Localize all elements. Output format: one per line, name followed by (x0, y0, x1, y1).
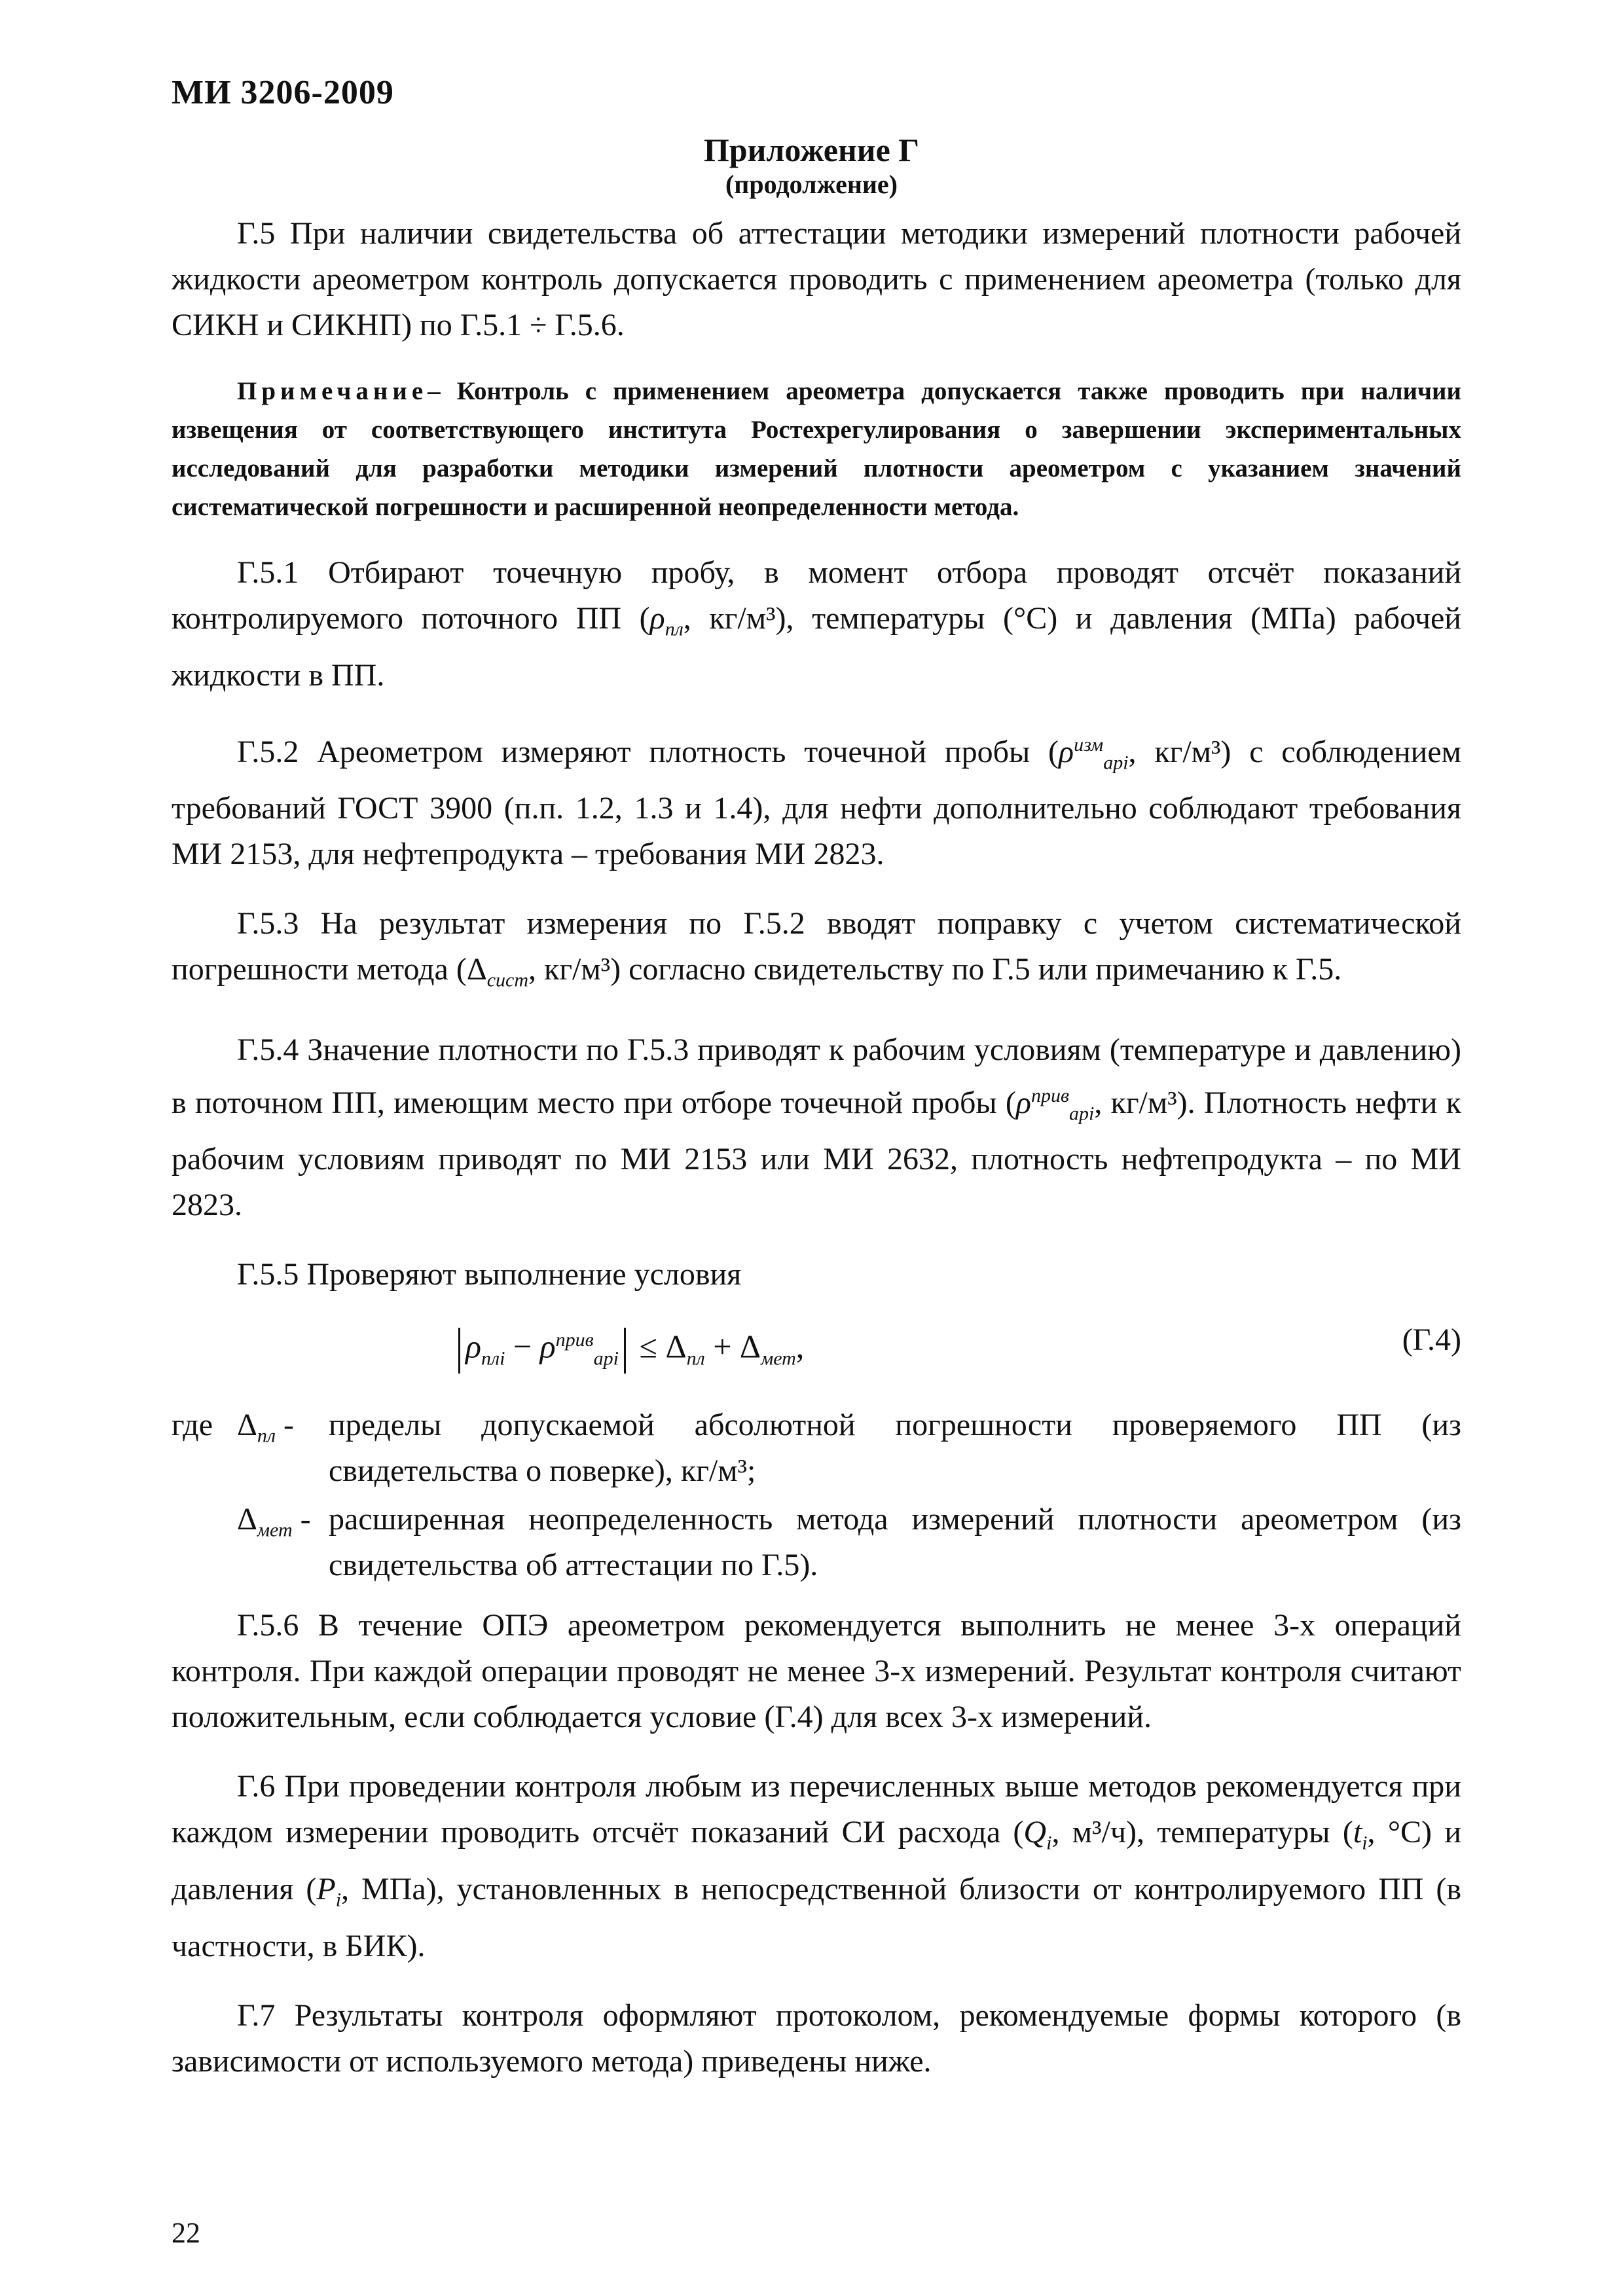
paragraph-g5-5: Г.5.5 Проверяют выполнение условия (237, 1257, 742, 1292)
formula-expression: $\rho_{плi} - \rho^{прив}_{api} \le \Delta_{пл} + \Delta_{мет}$, (453, 1317, 804, 1382)
formula-number: (Г.4) (1402, 1322, 1461, 1358)
document-body (172, 211, 1461, 2108)
note (172, 372, 1461, 526)
definitions (172, 1402, 1461, 1588)
page-number: 22 (172, 2217, 200, 2249)
definition-delta-met: $\Delta_{мет}$ - расширенная неопределенность метода измерений плотности ареометром (из свидетельства об аттестации по Г.5). (237, 1502, 1461, 1583)
paragraph-g7: Г.7 Результаты контроля оформляют протоколом, рекомендуемые формы которого (в зависимости от используемого метода) приведены ниже. (172, 1997, 1461, 2079)
abs-bar-left (458, 1328, 460, 1374)
note-text: – Контроль с применением ареометра допускается также проводить при наличии извещения от соответствующего института Ростехрегулирования о завершении экспериментальных исследований для разработки методики измерений плотности ареометром с указанием значений систематической погрешности и расширенной неопределенности метода. (172, 377, 1461, 521)
note-label: Примечание (237, 377, 428, 405)
formula-g4 (172, 1304, 1461, 1383)
paragraph-g5-3: Г.5.3 На результат измерения по Г.5.2 вводят поправку с учетом систематической погрешности метода ($\Delta_{сист}$, кг/м³) согласно свидетельству по Г.5 или примечанию к Г.5. (172, 906, 1461, 991)
paragraph-g5-1: Г.5.1 Отбирают точечную пробу, в момент отбора проводят отсчёт показаний контролируемого поточного ПП ($\rho_{пл}$, кг/м³), температуры (°С) и давления (МПа) рабочей жидкости в ПП. (172, 555, 1461, 693)
document-code: МИ 3206-2009 (172, 74, 394, 111)
paragraph-g5-2: Г.5.2 Ареометром измеряют плотность точечной пробы ($\rho^{изм}_{api}$, кг/м³) с соблюдением требований ГОСТ 3900 (п.п. 1.2, 1.3 и 1.4), для нефти дополнительно соблюдают требования МИ 2153, для нефтепродукта – требования МИ 2823. (172, 733, 1461, 872)
definition-delta-pl: где $\Delta_{пл}$ - пределы допускаемой абсолютной погрешности проверяемого ПП (из свидетельства о поверке), кг/м³; (172, 1408, 1461, 1489)
paragraph-g5-6: Г.5.6 В течение ОПЭ ареометром рекомендуется выполнить не менее 3-х операций контроля. При каждой операции проводят не менее 3-х измерений. Результат контроля считают положительным, если соблюдается условие (Г.4) для всех 3-х измерений. (172, 1608, 1461, 1735)
paragraph-g5: Г.5 При наличии свидетельства об аттестации методики измерений плотности рабочей жидкости ареометром контроль допускается проводить с применением ареометра (только для СИКН и СИКНП) по Г.5.1 ÷ Г.5.6. (172, 216, 1461, 342)
abs-bar-right (624, 1328, 626, 1374)
annex-continuation: (продолжение) (725, 170, 898, 199)
paragraph-g5-4: Г.5.4 Значение плотности по Г.5.3 приводят к рабочим условиям (температуре и давлению) в поточном ПП, имеющим место при отборе точечной пробы ($\rho^{прив}_{api}$, кг/м³). Плотность нефти к рабочим условиям приводят по МИ 2153 или МИ 2632, плотность нефтепродукта – по МИ 2823. (172, 1032, 1461, 1223)
annex-title: Приложение Г (703, 132, 920, 168)
paragraph-g6: Г.6 При проведении контроля любым из перечисленных выше методов рекомендуется при каждом измерении проводить отсчёт показаний СИ расхода ($Q_i$, м³/ч), температуры ($t_i$, °С) и давления ($P_i$, МПа), установленных в непосредственной близости от контролируемого ПП (в частности, в БИК). (172, 1769, 1462, 1963)
